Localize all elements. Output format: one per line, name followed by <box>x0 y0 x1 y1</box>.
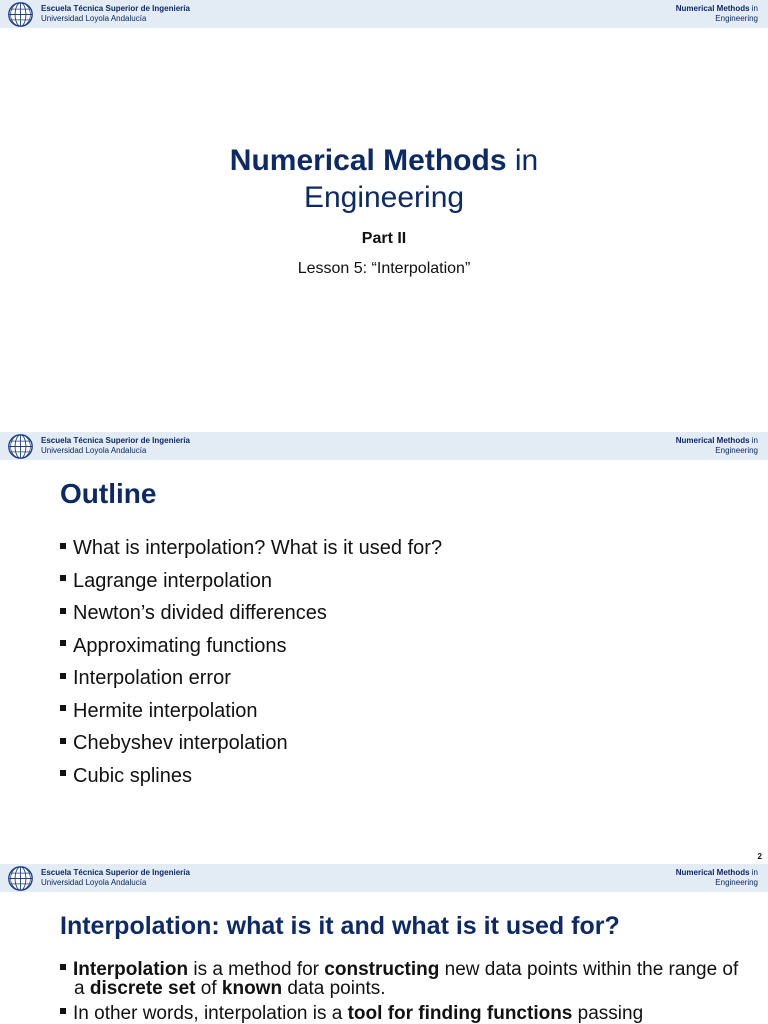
outline-list <box>60 532 442 792</box>
text-run: new data points within the range of a <box>74 959 739 999</box>
school-name <box>41 868 190 887</box>
outline-item-text: Interpolation error <box>73 667 231 689</box>
course-title-bold: Numerical Methods <box>675 4 750 13</box>
outline-item-text: Hermite interpolation <box>73 699 258 722</box>
page-number: 2 <box>757 852 762 861</box>
outline-item-text: Cubic splines <box>73 764 192 787</box>
course-title-bold: Numerical Methods <box>675 868 750 877</box>
title-rest: in <box>506 144 539 177</box>
square-bullet-icon <box>60 673 66 679</box>
slide-header <box>0 0 768 28</box>
slide-body <box>60 960 750 1024</box>
square-bullet-icon <box>60 705 66 711</box>
course-title-line-2: Engineering <box>715 877 758 887</box>
square-bullet-icon <box>60 575 66 581</box>
slide-interpolation-intro <box>0 864 768 1024</box>
square-bullet-icon <box>60 738 66 744</box>
text-run: is a method for <box>188 959 325 980</box>
school-name <box>41 4 190 23</box>
outline-item-text: Newton’s divided differences <box>73 602 327 624</box>
square-bullet-icon <box>60 608 66 614</box>
school-line-1: Escuela Técnica Superior de Ingeniería <box>41 868 190 877</box>
outline-item-text: Chebyshev interpolation <box>73 732 288 754</box>
text-run: discrete set <box>89 978 196 999</box>
course-title-rest: in <box>749 4 758 13</box>
text-run: of <box>195 978 222 999</box>
text-run: In other words, interpolation is a <box>73 1003 348 1024</box>
square-bullet-icon <box>60 1008 66 1014</box>
course-name <box>676 4 758 23</box>
text-run: tool for finding functions <box>347 1003 573 1024</box>
outline-item-text: What is interpolation? What is it used for? <box>73 537 443 559</box>
school-line-2: Universidad Loyola Andalucía <box>41 877 147 887</box>
school-line-2: Universidad Loyola Andalucía <box>41 445 147 455</box>
slide-heading: Interpolation: what is it and what is it used for? <box>60 912 620 940</box>
list-item <box>60 565 442 598</box>
list-item <box>60 630 442 663</box>
school-line-1: Escuela Técnica Superior de Ingeniería <box>41 4 190 13</box>
square-bullet-icon <box>60 543 66 549</box>
course-title-rest: in <box>749 868 758 877</box>
slide-header <box>0 432 768 460</box>
slide-header <box>0 864 768 892</box>
globe-logo-icon <box>7 433 34 460</box>
bullet-paragraph <box>60 960 750 998</box>
bullet-paragraph <box>60 1004 750 1023</box>
slide-outline <box>0 432 768 864</box>
outline-item-text: Lagrange interpolation <box>73 569 273 592</box>
school-name <box>41 436 190 455</box>
list-item <box>60 760 442 793</box>
text-run: known <box>221 978 283 999</box>
text-run: data points. <box>282 978 386 999</box>
course-title-line-2: Engineering <box>715 13 758 23</box>
school-line-2: Universidad Loyola Andalucía <box>41 13 147 23</box>
list-item <box>60 662 442 695</box>
title-line-2: Engineering <box>303 181 465 214</box>
list-item <box>60 532 442 565</box>
part-label: Part II <box>361 230 407 247</box>
course-name <box>676 868 758 887</box>
text-run: passing <box>572 1003 644 1024</box>
text-run: Interpolation <box>73 959 189 980</box>
text-run: constructing <box>324 959 440 980</box>
course-name <box>676 436 758 455</box>
slide-title <box>0 0 768 432</box>
school-line-1: Escuela Técnica Superior de Ingeniería <box>41 436 190 445</box>
square-bullet-icon <box>60 770 66 776</box>
lesson-label: Lesson 5: “Interpolation” <box>297 260 471 277</box>
presentation-title <box>0 142 768 216</box>
title-bold: Numerical Methods <box>229 144 507 177</box>
course-title-line-2: Engineering <box>715 445 758 455</box>
list-item <box>60 597 442 630</box>
globe-logo-icon <box>7 865 34 892</box>
slide-heading: Outline <box>60 478 157 509</box>
list-item <box>60 695 442 728</box>
course-title-rest: in <box>749 436 758 445</box>
square-bullet-icon <box>60 640 66 646</box>
list-item <box>60 727 442 760</box>
globe-logo-icon <box>7 1 34 28</box>
course-title-bold: Numerical Methods <box>675 436 750 445</box>
square-bullet-icon <box>60 964 66 970</box>
outline-item-text: Approximating functions <box>73 634 287 657</box>
